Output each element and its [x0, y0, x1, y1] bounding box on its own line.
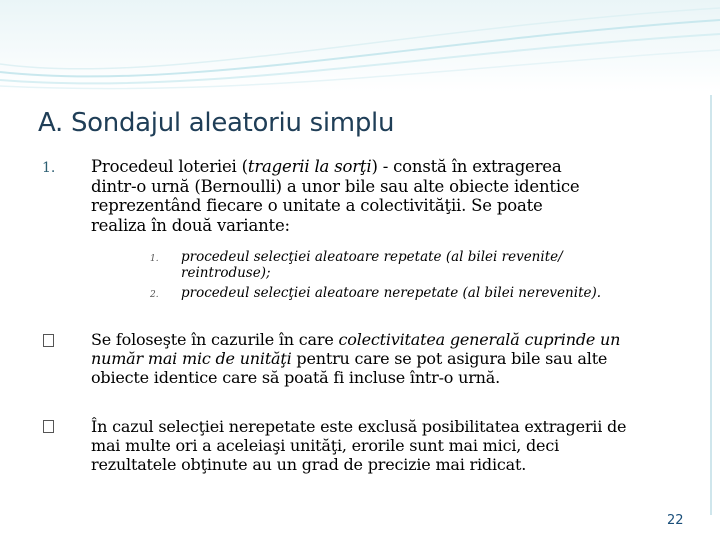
missing-glyph-box-icon [43, 420, 54, 433]
missing-glyph-box-icon [43, 334, 54, 347]
list-item-1-line2: dintr-o urnă (Bernoulli) a unor bile sau alte obiecte identice [91, 176, 580, 196]
list-item-3-line3: rezultatele obţinute au un grad de precizie mai ridicat. [91, 455, 527, 474]
list-item-2 [91, 330, 671, 387]
sublist-item-1 [181, 249, 661, 281]
decorative-side-line [710, 95, 712, 515]
list-item-1-line1: Procedeul loteriei (tragerii la sorţi) - constă în extragerea [91, 157, 562, 176]
list-item-2-line2: număr mai mic de unităţi pentru care se pot asigura bile sau alte [91, 349, 608, 368]
list-item-1-line4: realiza în două variante: [91, 215, 290, 235]
list-item-3-line2: mai multe ori a aceleiaşi unităţi, erorile sunt mai mici, deci [91, 436, 560, 455]
sublist-marker-1: 1. [150, 254, 159, 264]
list-item-3-line1: În cazul selecţiei nerepetate este exclusă posibilitatea extragerii de [91, 417, 627, 436]
list-marker-1: 1. [42, 160, 56, 176]
sublist-item-1-line2: reintroduse); [181, 265, 271, 281]
slide-title: A. Sondajul aleatoriu simplu [38, 108, 395, 138]
decorative-header-band [0, 0, 720, 92]
page-number: 22 [667, 513, 684, 528]
sublist-item-1-line1: procedeul selecţiei aleatoare repetate (al bilei revenite/ [181, 249, 563, 265]
list-item-3 [91, 417, 671, 474]
sublist-item-2-line1: procedeul selecţiei aleatoare nerepetate (al bilei nerevenite). [181, 285, 602, 301]
list-item-1 [91, 157, 671, 235]
sublist-item-2 [181, 285, 661, 301]
decorative-wave-lines [0, 0, 720, 92]
list-item-1-line3: reprezentând fiecare o unitate a colectivităţii. Se poate [91, 196, 543, 215]
sublist-marker-2: 2. [150, 290, 159, 300]
list-item-2-line3: obiecte identice care să poată fi incluse într-o urnă. [91, 368, 501, 387]
list-item-2-line1: Se foloseşte în cazurile în care colectivitatea generală cuprinde un [91, 330, 621, 349]
